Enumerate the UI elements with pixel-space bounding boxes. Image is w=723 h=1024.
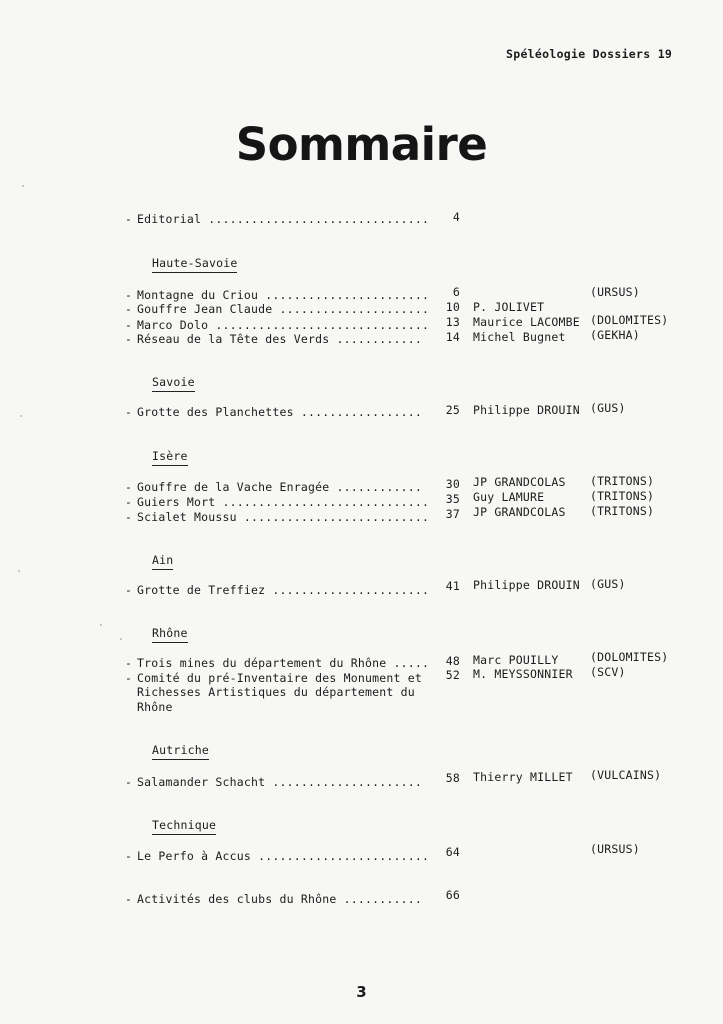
section-ain: Ain (152, 553, 173, 570)
page-number: 3 (356, 983, 367, 1001)
entry-activites-clubs: Activités des clubs du Rhône ........... (137, 892, 422, 906)
entry-dash: - (125, 332, 133, 346)
entry-page: 10 (445, 300, 460, 314)
entry-page: 30 (445, 477, 460, 491)
running-header: Spéléologie Dossiers 19 (506, 47, 673, 61)
entry-dash: - (125, 480, 133, 494)
entry-page: 66 (445, 888, 460, 902)
entry-montagne-du-criou: Montagne du Criou ....................... (137, 288, 430, 302)
entry-page: 35 (445, 492, 460, 506)
entry-page: 52 (445, 668, 460, 682)
entry-dash: - (125, 892, 133, 906)
section-rhone: Rhône (152, 626, 188, 643)
entry-author: JP GRANDCOLAS (473, 475, 566, 489)
entry-marco-dolo: Marco Dolo .............................. (137, 318, 430, 332)
entry-club: (DOLOMITES) (590, 313, 669, 327)
entry-dash: - (125, 583, 133, 597)
scan-speck (120, 638, 122, 640)
entry-guiers-mort: Guiers Mort ............................. (137, 495, 430, 509)
scan-speck (22, 185, 24, 187)
entry-author: Guy LAMURE (473, 490, 545, 504)
entry-page: 4 (452, 210, 460, 224)
entry-dash: - (125, 775, 133, 789)
scan-speck (100, 624, 102, 626)
entry-comite-pre-inventaire: Comité du pré-Inventaire des Monument et (137, 671, 422, 685)
entry-continuation: Rhône (137, 700, 173, 714)
entry-dash: - (125, 302, 133, 316)
entry-club: (URSUS) (590, 842, 640, 856)
entry-dash: - (125, 318, 133, 332)
entry-page: 64 (445, 845, 460, 859)
entry-dash: - (125, 671, 133, 685)
entry-page: 37 (445, 507, 460, 521)
entry-le-perfo-a-accus: Le Perfo à Accus ........................ (137, 849, 430, 863)
entry-page: 41 (445, 579, 460, 593)
entry-gouffre-vache-enragee: Gouffre de la Vache Enragée ............ (137, 480, 422, 494)
entry-dash: - (125, 288, 133, 302)
entry-page: 58 (445, 771, 460, 785)
entry-grotte-de-treffiez: Grotte de Treffiez ...................... (137, 583, 430, 597)
entry-author: Philippe DROUIN (473, 403, 580, 417)
entry-editorial: Editorial ............................... (137, 212, 430, 226)
entry-trois-mines: Trois mines du département du Rhône ..... (137, 656, 430, 670)
entry-page: 25 (445, 403, 460, 417)
entry-dash: - (125, 510, 133, 524)
section-isere: Isère (152, 449, 188, 466)
page-title: Sommaire (235, 118, 488, 171)
entry-club: (GEKHA) (590, 328, 640, 342)
entry-club: (URSUS) (590, 285, 640, 299)
entry-continuation: Richesses Artistiques du département du (137, 685, 415, 699)
entry-dash: - (125, 212, 133, 226)
entry-author: Philippe DROUIN (473, 578, 580, 592)
entry-page: 13 (445, 315, 460, 329)
entry-club: (TRITONS) (590, 504, 655, 518)
entry-page: 48 (445, 654, 460, 668)
entry-club: (GUS) (590, 577, 626, 591)
section-autriche: Autriche (152, 743, 209, 760)
entry-club: (VULCAINS) (590, 768, 662, 782)
entry-dash: - (125, 495, 133, 509)
entry-dash: - (125, 849, 133, 863)
section-haute-savoie: Haute-Savoie (152, 256, 237, 273)
entry-scialet-moussu: Scialet Moussu .......................... (137, 510, 430, 524)
scan-speck (18, 570, 20, 572)
entry-club: (SCV) (590, 665, 626, 679)
entry-dash: - (125, 405, 133, 419)
entry-reseau-tete-des-verds: Réseau de la Tête des Verds ............ (137, 332, 422, 346)
entry-grotte-des-planchettes: Grotte des Planchettes ................. (137, 405, 422, 419)
entry-page: 14 (445, 330, 460, 344)
entry-author: Marc POUILLY (473, 653, 559, 667)
entry-author: M. MEYSSONNIER (473, 667, 573, 681)
entry-club: (TRITONS) (590, 489, 655, 503)
entry-author: Michel Bugnet (473, 330, 566, 344)
entry-author: JP GRANDCOLAS (473, 505, 566, 519)
entry-author: Maurice LACOMBE (473, 315, 580, 329)
entry-salamander-schacht: Salamander Schacht ..................... (137, 775, 422, 789)
entry-author: P. JOLIVET (473, 300, 545, 314)
section-savoie: Savoie (152, 375, 195, 392)
section-technique: Technique (152, 818, 216, 835)
entry-club: (TRITONS) (590, 474, 655, 488)
entry-club: (DOLOMITES) (590, 650, 669, 664)
entry-page: 6 (452, 285, 460, 299)
entry-author: Thierry MILLET (473, 770, 573, 784)
entry-dash: - (125, 656, 133, 670)
entry-gouffre-jean-claude: Gouffre Jean Claude ..................... (137, 302, 430, 316)
scan-speck (20, 415, 22, 417)
entry-club: (GUS) (590, 401, 626, 415)
